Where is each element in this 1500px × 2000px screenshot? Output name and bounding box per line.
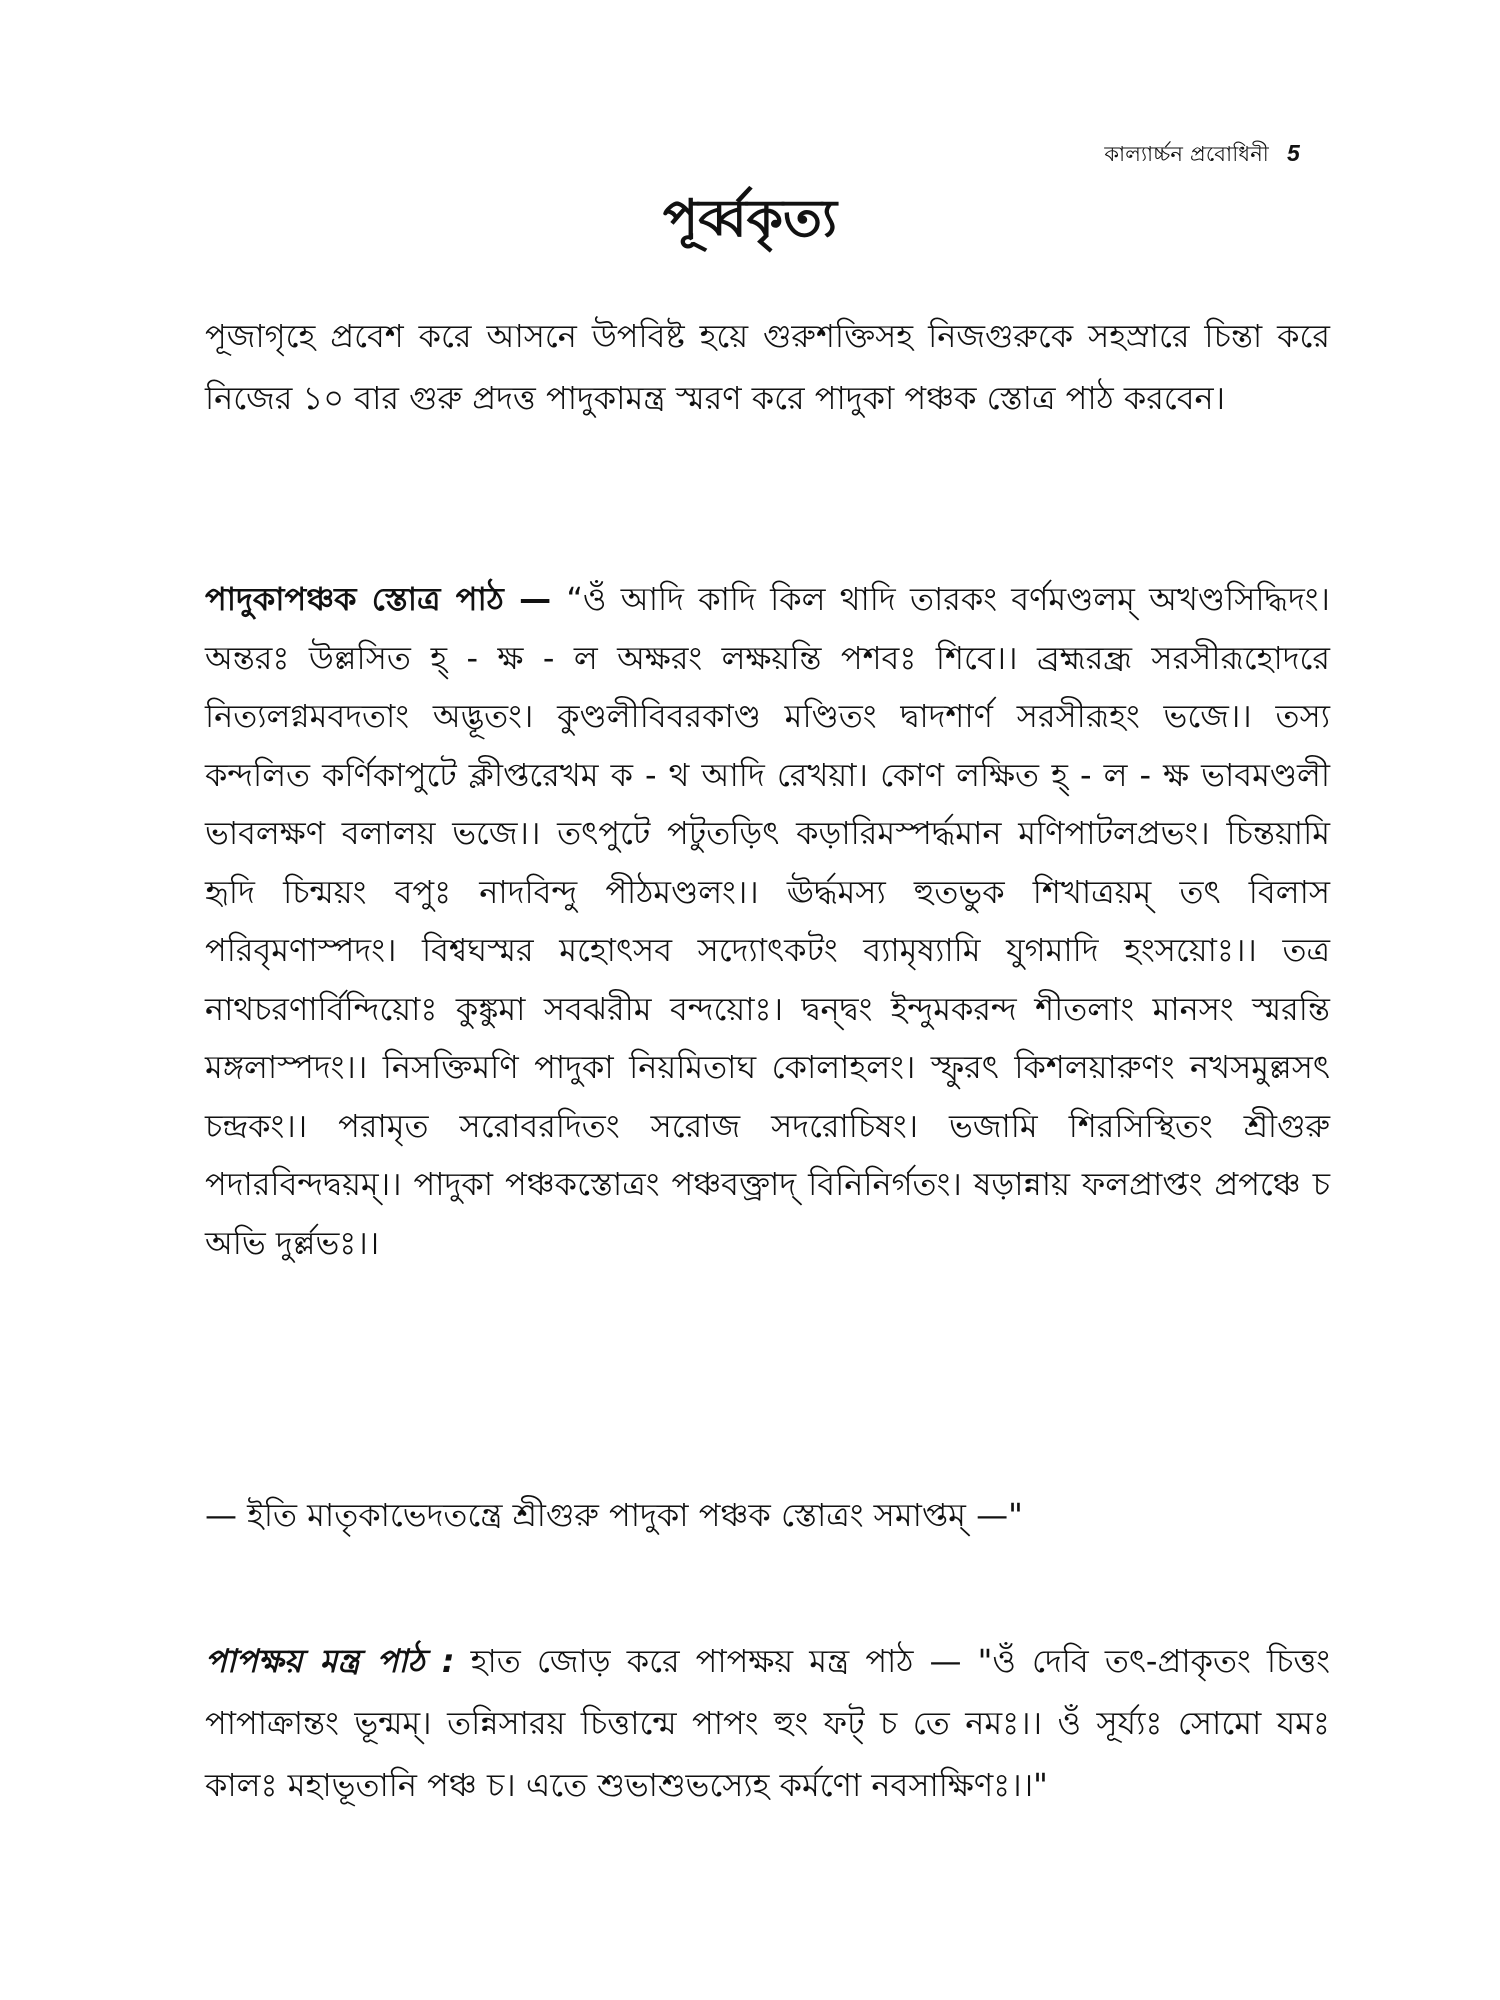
papakshaya-mantra-label: পাপক্ষয় মন্ত্র পাঠ : (205, 1642, 455, 1680)
paduka-stotra-dash: — (503, 580, 567, 618)
section-title: পূর্ব্বকৃত্য (662, 189, 838, 249)
iti-closing-line: — ইতি মাতৃকাভেদতন্ত্রে শ্রীগুরু পাদুকা পঞ্চক স্তোত্রং সমাপ্তম্ —" (205, 1496, 1023, 1534)
intro-paragraph: পূজাগৃহে প্রবেশ করে আসনে উপবিষ্ট হয়ে গুরুশক্তিসহ নিজগুরুকে সহস্রারে চিন্তা করে নিজের ১০ বার গুরু প্রদত্ত পাদুকামন্ত্র স্মরণ করে পাদুকা পঞ্চক স্তোত্র পাঠ করবেন। (205, 317, 1330, 417)
paduka-stotra-label: পাদুকাপঞ্চক স্তোত্র পাঠ (205, 580, 504, 618)
running-title: কাল্যার্চ্চন প্রবোধিনী (1104, 142, 1269, 166)
papakshaya-mantra-text: হাত জোড় করে পাপক্ষয় মন্ত্র পাঠ — "ওঁ দেবি তৎ-প্রাকৃতং চিত্তং পাপাক্রান্তং ভূন্মম্। তন্নিসারয় চিত্তান্মে পাপং হুং ফট্ চ তে নমঃ।। ওঁ সূর্য্যঃ সোমো যমঃ কালঃ মহাভূতানি পঞ্চ চ। এতে শুভাশুভস্যেহ কর্মণো নবসাক্ষিণঃ।।" (205, 1642, 1330, 1804)
paduka-stotra-text: “ওঁ আদি কাদি কিল থাদি তারকং বর্ণমণ্ডলম্ অখণ্ডসিদ্ধিদং। অন্তরঃ উল্লসিত হ্ - ক্ষ - ল অক্ষরং লক্ষয়ন্তি পশবঃ শিবে।। ব্রহ্মরন্ধ্র সরসীরূহোদরে নিত্যলগ্নমবদতাং অদ্ভূতং। কুণ্ডলীবিবরকাণ্ড মণ্ডিতং দ্বাদশার্ণ সরসীরূহং ভজে।। তস্য কন্দলিত কর্ণিকাপুটে ক্লীপ্তরেখম ক - থ আদি রেখয়া। কোণ লক্ষিত হ্ - ল - ক্ষ ভাবমণ্ডলী ভাবলক্ষণ বলালয় ভজে।। তৎপুটে পটুতড়িৎ কড়ারিমস্পর্দ্ধমান মণিপাটলপ্রভং। চিন্তয়ামি হৃদি চিন্ময়ং বপুঃ নাদবিন্দু পীঠমণ্ডলং।। ঊর্দ্ধমস্য হুতভুক শিখাত্রয়ম্ তৎ বিলাস পরিবৃমণাস্পদং। বিশ্বঘস্মর মহোৎসব সদ্যোৎকটং ব্যামৃষ্যামি যুগমাদি হংসয়োঃ।। তত্র নাথচরণার্বিন্দিয়োঃ কুঙ্কুমা সবঝরীম বন্দয়োঃ। দ্বন্দ্বং ইন্দুমকরন্দ শীতলাং মানসং স্মরন্তি মঙ্গলাস্পদং।। নিসক্তিমণি পাদুকা নিয়মিতাঘ কোলাহলং। স্ফুরৎ কিশলয়ারুণং নখসমুল্লসৎ চন্দ্রকং।। পরামৃত সরোবরদিতং সরোজ সদরোচিষং। ভজামি শিরসিস্থিতং শ্রীগুরু পদারবিন্দদ্বয়ম্।। পাদুকা পঞ্চকস্তোত্রং পঞ্চবক্ত্রাদ্ বিনিনির্গতং। ষড়ান্নায় ফলপ্রাপ্তং প্রপঞ্চে চ অভি দুর্ল্লভঃ।। (205, 580, 1330, 1262)
page-number: 5 (1287, 140, 1300, 166)
running-header (1104, 138, 1300, 173)
paduka-stotra-paragraph (205, 570, 1330, 1272)
papakshaya-mantra-paragraph (205, 1630, 1330, 1816)
